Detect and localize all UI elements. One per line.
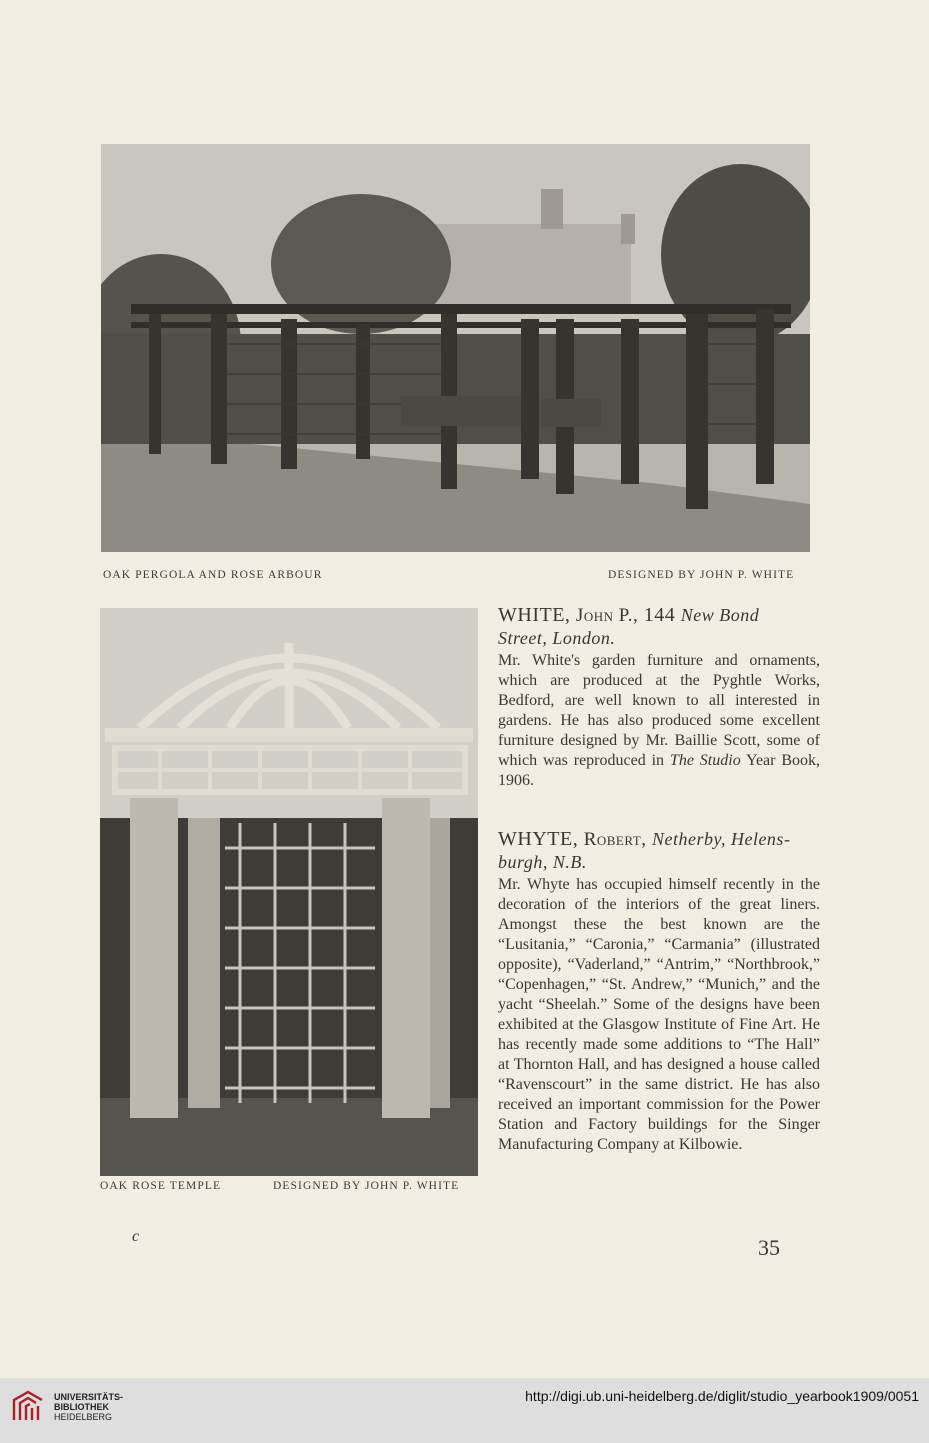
permalink-url[interactable]: http://digi.ub.uni-heidelberg.de/diglit/studio_yearbook1909/0051 xyxy=(525,1388,919,1404)
entry-white-address-city: Street, London. xyxy=(498,628,616,648)
entry-whyte-name: WHYTE, xyxy=(498,828,579,850)
entry-white-text-2: Year Book, 1906. xyxy=(498,752,821,789)
rose-temple-photo xyxy=(100,608,478,1176)
entry-whyte-address-1: Netherby, Helens- xyxy=(651,829,791,849)
entry-white xyxy=(498,604,820,791)
entry-whyte-heading xyxy=(498,828,820,873)
entry-white-name: WHITE, xyxy=(498,604,571,626)
library-name-line-2: BIBLIOTHEK xyxy=(54,1402,109,1412)
signature-mark: c xyxy=(132,1228,140,1245)
pergola-photo xyxy=(101,144,810,552)
entry-white-heading xyxy=(498,604,820,649)
library-logo-icon[interactable] xyxy=(10,1388,46,1424)
page-number: 35 xyxy=(758,1235,780,1260)
library-name-line-1: UNIVERSITÄTS- xyxy=(54,1392,124,1402)
entry-whyte-address-2: burgh, N.B. xyxy=(498,852,587,872)
bottom-caption-left: OAK ROSE TEMPLE xyxy=(100,1180,222,1192)
library-footer xyxy=(0,1378,929,1443)
entry-white-text xyxy=(498,651,820,791)
entry-white-text-italic: The Studio xyxy=(669,752,741,769)
top-caption-left: OAK PERGOLA AND ROSE ARBOUR xyxy=(103,569,323,581)
entry-whyte xyxy=(498,828,820,1155)
entry-white-address-street: New Bond xyxy=(680,605,760,625)
top-caption-right: DESIGNED BY JOHN P. WHITE xyxy=(608,569,795,581)
entry-whyte-first-name: Robert, xyxy=(583,829,647,850)
bottom-caption-right: DESIGNED BY JOHN P. WHITE xyxy=(273,1180,460,1192)
library-name-line-3: HEIDELBERG xyxy=(54,1412,113,1422)
entry-white-first-name: John P., xyxy=(575,605,639,626)
entry-white-address-number: 144 xyxy=(643,604,676,626)
library-name[interactable] xyxy=(54,1392,123,1422)
entry-whyte-text: Mr. Whyte has occupied himself recently in the decoration of the interiors of the great liners. Amongst these the best known are the “Lusitania,” “Caronia,” “Carmania” (illustrated opposite), “Vaderland,” “Antrim,” “Northbrook,” “Copenhagen,” “St. Andrew,” “Munich,” and the yacht “Sheelah.” Some of the designs have been exhibited at the Glasgow Institute of Fine Art. He has recently made some additions to “The Hall” at Thornton Hall, and has designed a house called “Ravenscourt” in the same district. He has also received an important commission for the Power Station and Factory buildings for the Singer Manufacturing Company at Kilbowie. xyxy=(498,876,820,1153)
entry-white-text-1: Mr. White's garden furniture and ornaments, which are produced at the Pyghtle Works, Bedford, are well known to all interested in gardens. He has also produced some excellent furniture designed by Mr. Baillie Scott, some of which was reproduced in xyxy=(498,652,820,769)
